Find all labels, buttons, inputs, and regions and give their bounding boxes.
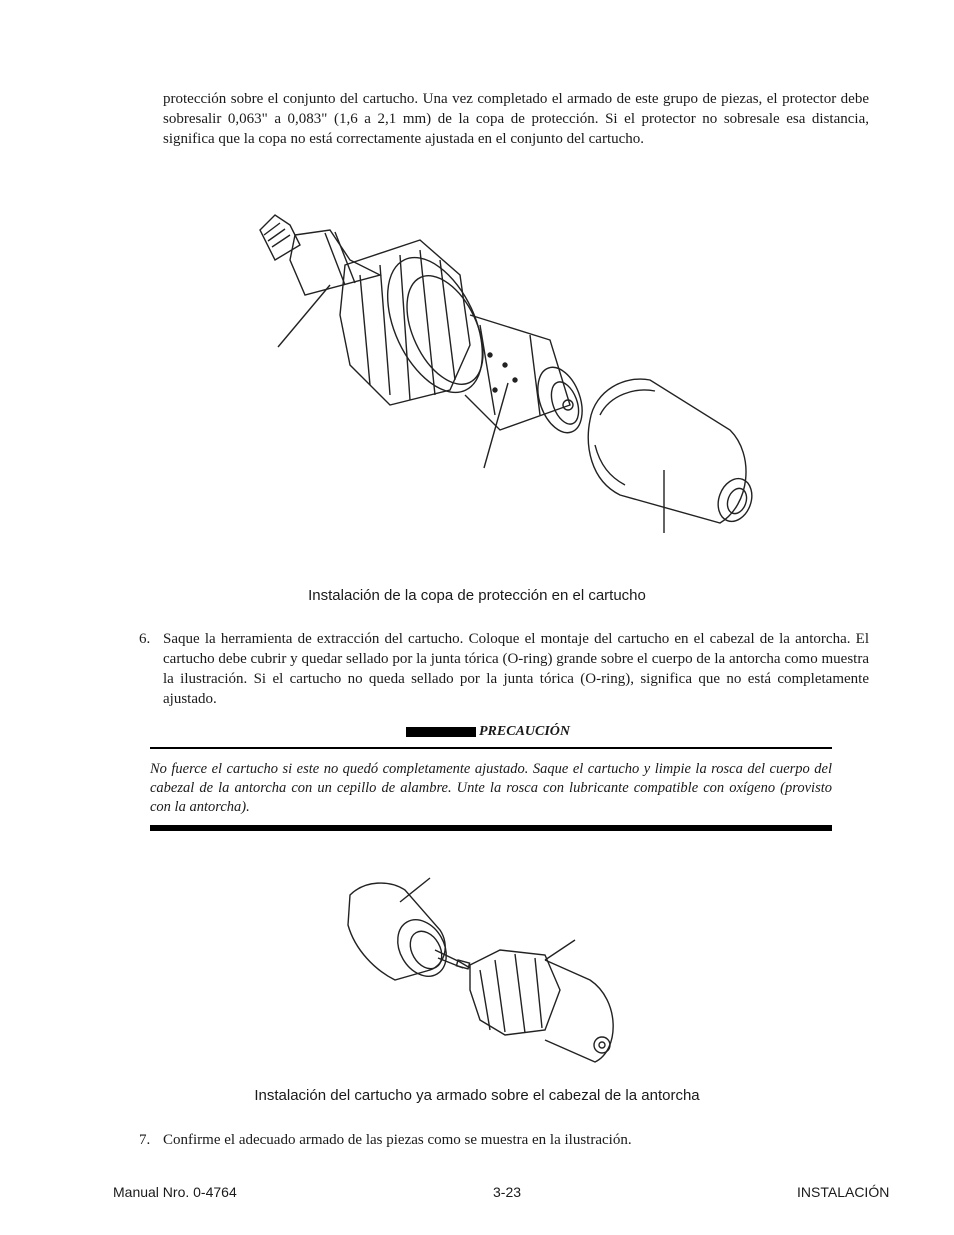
footer-manual-number: Manual Nro. 0-4764: [113, 1184, 237, 1200]
intro-paragraph: protección sobre el conjunto del cartucho. Una vez completado el armado de este grupo de piezas, el protector debe sobresalir 0,063" a 0,083" (1,6 a 2,1 mm) de la copa de protección. Si el protector no sobresale esa distancia, significa que la copa no está correctamente ajustada en el conjunto del cartucho.: [163, 91, 869, 147]
caution-heading: [406, 722, 570, 742]
step7-number: 7.: [139, 1132, 151, 1148]
caution-bottom-rule: [150, 825, 832, 831]
footer-section: INSTALACIÓN: [797, 1184, 890, 1200]
figure-cartridge-torch-head: [330, 870, 630, 1070]
caution-top-rule: [150, 747, 832, 749]
figure1-caption: Instalación de la copa de protección en el cartucho: [308, 587, 646, 604]
step6-number: 6.: [139, 631, 151, 647]
figure2-caption: Instalación del cartucho ya armado sobre el cabezal de la antorcha: [254, 1087, 700, 1104]
caution-icon: [406, 727, 476, 737]
figure-cartridge-shield-cup: [250, 205, 770, 545]
step7-text: Confirme el adecuado armado de las piezas como se muestra en la ilustración.: [163, 1132, 632, 1148]
caution-text: No fuerce el cartucho si este no quedó completamente ajustado. Saque el cartucho y limpie la rosca del cuerpo del cabezal de la antorcha con un cepillo de alambre. Unte la rosca con lubricante compatible con oxígeno (provisto con la antorcha).: [150, 761, 832, 815]
footer-page-number: 3-23: [493, 1184, 522, 1200]
caution-label: PRECAUCIÓN: [479, 724, 571, 739]
step6-text: Saque la herramienta de extracción del cartucho. Coloque el montaje del cartucho en el cabezal de la antorcha. El cartucho debe cubrir y quedar sellado por la junta tórica (O-ring) grande sobre el cuerpo de la antorcha como muestra la ilustración. Si el cartucho no queda sellado por la junta tórica (O-ring), significa que no está completamente ajustado.: [163, 631, 869, 707]
